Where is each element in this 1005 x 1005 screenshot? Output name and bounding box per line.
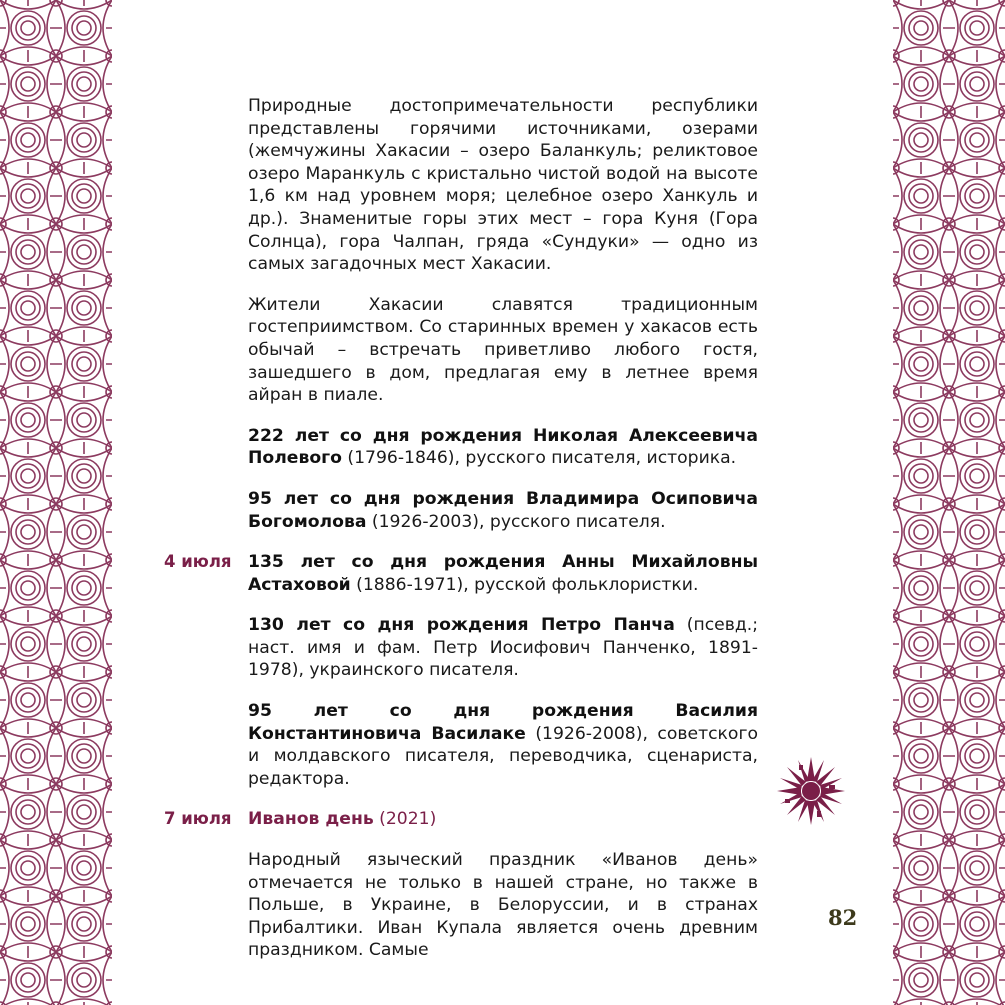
entry-title: 135 лет со дня рождения Анны Михайловны Астаховой bbox=[248, 552, 758, 595]
entry-details: (1796-1846), русского писателя, историка. bbox=[341, 448, 737, 469]
holiday-heading bbox=[164, 808, 758, 831]
entry-title: 130 лет со дня рождения Петро Панча bbox=[248, 615, 675, 636]
entry-title: 222 лет со дня рождения Николая Алексеевича Полевого bbox=[248, 425, 758, 469]
entry-panch bbox=[248, 614, 758, 682]
paragraph-hospitality: Жители Хакасии славятся традиционным гостеприимством. Со старинных времен у хакасов есть обычай – встречать приветливо любого гостя, зашедшего в дом, предлагая ему в летнее время айран в пиале. bbox=[248, 294, 758, 406]
entry-details: (псевд.; наст. имя и фам. Петр Иосифович Панченко, 1891-1978), украинского писателя. bbox=[248, 615, 759, 681]
entry-astakhova bbox=[164, 551, 758, 596]
ornament-pattern-icon bbox=[0, 0, 112, 1005]
entry-polevoy bbox=[248, 425, 758, 470]
paragraph-ivanov-day: Народный языческий праздник «Иванов день» отмечается не только в нашей стране, но также в Польше, в Украине, в Белоруссии, и в странах Прибалтики. Иван Купала является очень древним праздником. Самые bbox=[248, 850, 758, 961]
paragraph-nature: Природные достопримечательности республики представлены горячими источниками, озерами (жемчужины Хакасии – озеро Баланкуль; реликтовое озеро Маранкуль с кристально чистой водой на высоте 1,6 км над уровнем моря; целебное озеро Ханкуль и др.). Знаменитые горы этих мест – гора Куня (Гора Солнца), гора Чалпан, гряда «Сундуки» — одно из самых загадочных мест Хакасии. bbox=[248, 96, 758, 275]
entry-bogomolov bbox=[248, 488, 758, 533]
entry-date: 4 июля bbox=[164, 552, 232, 572]
entry-details: (1886-1971), русской фольклористки. bbox=[350, 574, 699, 595]
entry-title: 95 лет со дня рождения Владимира Осиповича Богомолова bbox=[248, 488, 758, 532]
entry-details: (1926-2003), русского писателя. bbox=[366, 511, 666, 532]
right-ornament-border bbox=[893, 0, 1005, 1005]
left-ornament-border bbox=[0, 0, 112, 1005]
holiday-year: (2021) bbox=[373, 809, 437, 830]
holiday-date: 7 июля bbox=[164, 809, 232, 829]
entry-vasilake bbox=[248, 700, 758, 790]
sunburst-emblem-icon bbox=[775, 755, 847, 827]
ornament-pattern-icon bbox=[893, 0, 1005, 1005]
entry-details: (1926-2008), советского и молдавского писателя, переводчика, сценариста, редактора. bbox=[248, 723, 758, 789]
page-content bbox=[164, 95, 759, 980]
page-number: 82 bbox=[828, 905, 858, 930]
holiday-title: Иванов день bbox=[248, 809, 374, 830]
entry-title: 95 лет со дня рождения Василия Константиновича Василаке bbox=[248, 701, 758, 744]
